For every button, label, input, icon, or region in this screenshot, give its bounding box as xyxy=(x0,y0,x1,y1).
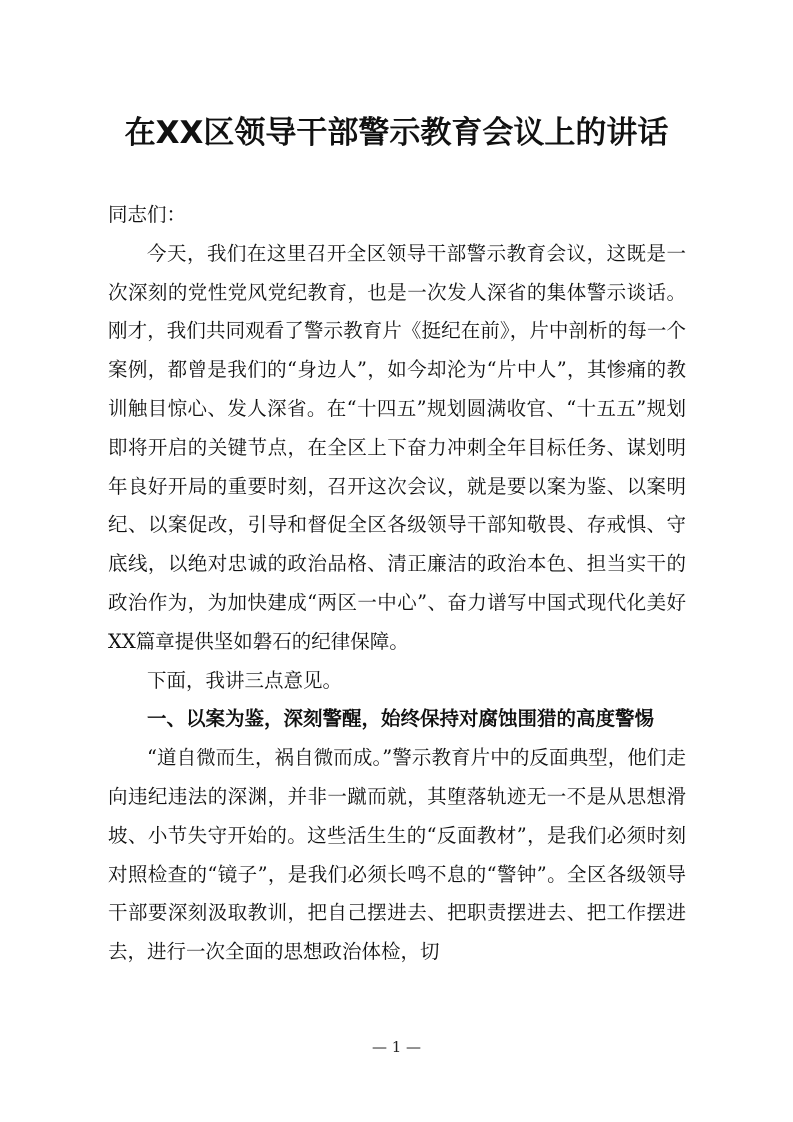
document-body xyxy=(108,196,686,972)
paragraph-outline: 下面，我讲三点意见。 xyxy=(147,668,343,692)
paragraph-opening: 今天，我们在这里召开全区领导干部警示教育会议，这既是一次深刻的党性党风党纪教育，也是一次发人深省的集体警示谈话。刚才，我们共同观看了警示教育片《挺纪在前》，片中剖析的每一个案例，都曾是我们的“身边人”，如今却沦为“片中人”，其惨痛的教训触目惊心、发人深省。在“十四五”规划圆满收官、“十五五”规划即将开启的关键节点，在全区上下奋力冲刺全年目标任务、谋划明年良好开局的重要时刻，召开这次会议，就是要以案为鉴、以案明纪、以案促改，引导和督促全区各级领导干部知敬畏、存戒惧、守底线，以绝对忠诚的政治品格、清正廉洁的政治本色、担当实干的政治作为，为加快建成“两区一中心”、奋力谱写中国式现代化美好XX篇章提供坚如磐石的纪律保障。 xyxy=(108,241,686,653)
document-title: 在XX区领导干部警示教育会议上的讲话 xyxy=(124,115,669,151)
section-heading: 一、以案为鉴，深刻警醒，始终保持对腐蚀围猎的高度警惕 xyxy=(147,707,655,731)
salutation: 同志们： xyxy=(108,203,187,226)
page-number: — 1 — xyxy=(371,1038,422,1056)
paragraph-section-one: “道自微而生，祸自微而成。”警示教育片中的反面典型，他们走向违纪违法的深渊，并非一蹴而就，其堕落轨迹无一不是从思想滑坡、小节失守开始的。这些活生生的“反面教材”，是我们必须时刻对照检查的“镜子”，是我们必须长鸣不息的“警钟”。全区各级领导干部要深刻汲取教训，把自己摆进去、把职责摆进去、把工作摆进去，进行一次全面的思想政治体检，切 xyxy=(108,746,686,964)
